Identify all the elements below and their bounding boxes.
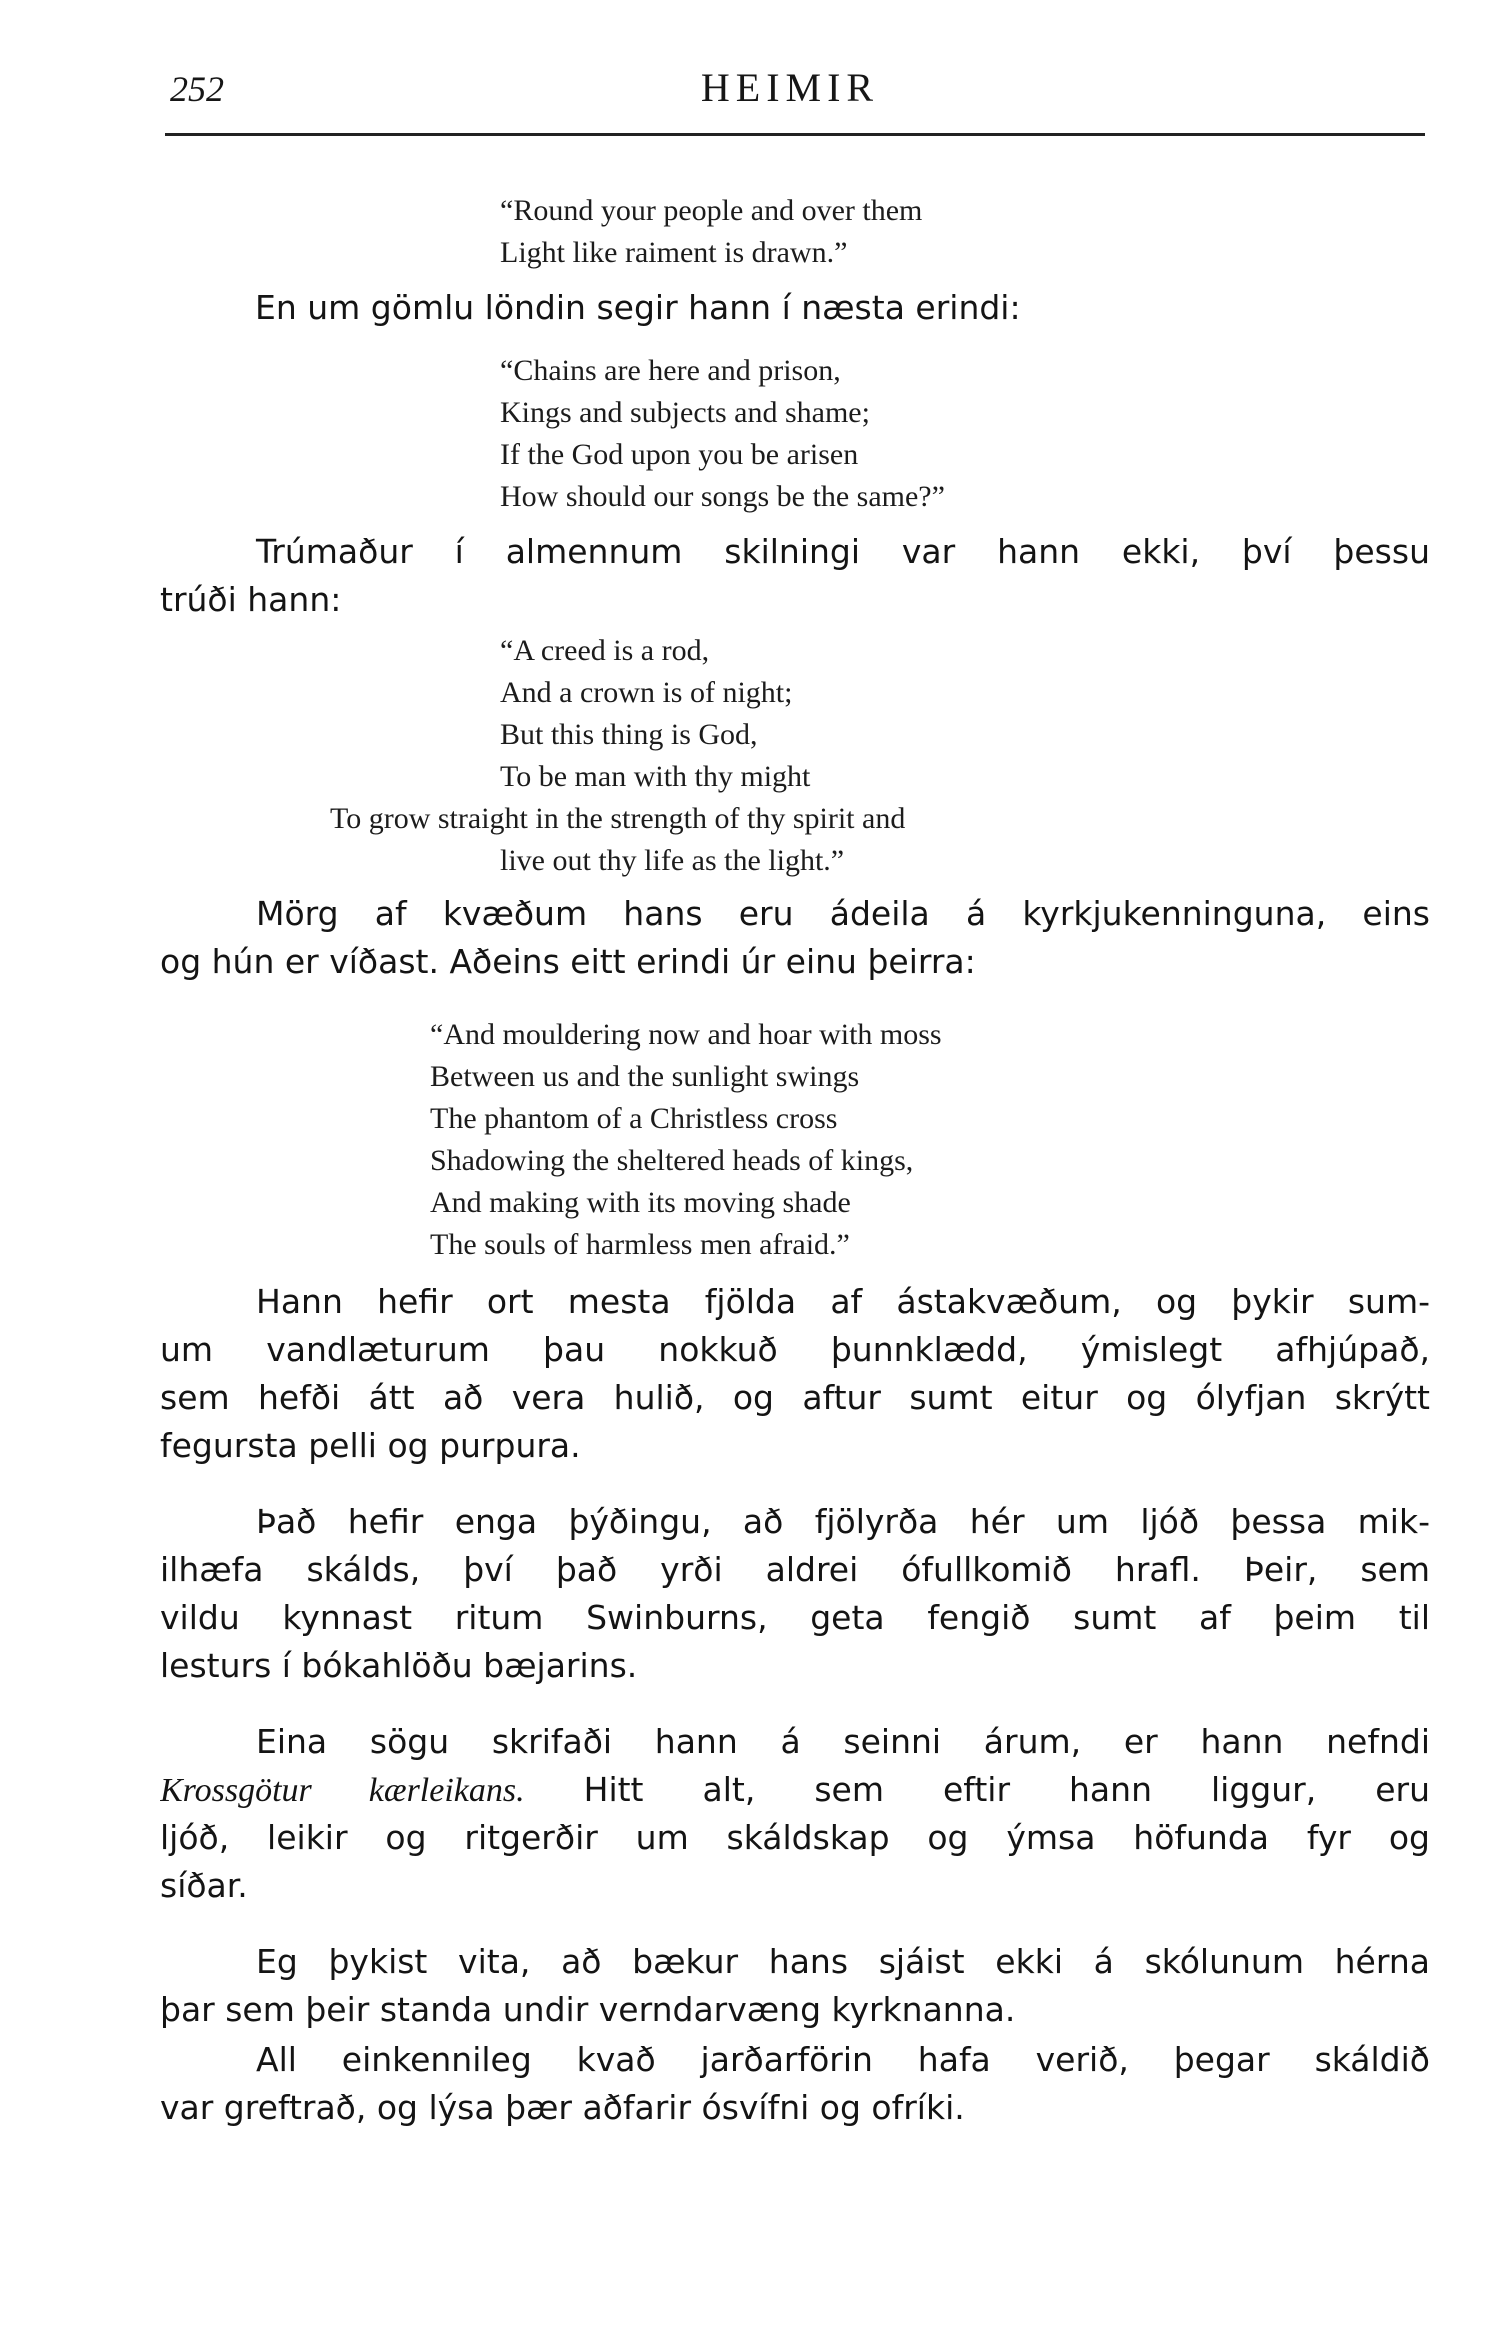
text-line: þar sem þeir standa undir verndarvæng kyrknanna. bbox=[160, 1990, 1016, 2029]
text-line bbox=[160, 1766, 1430, 1814]
text-line: Eg þykist vita, að bækur hans sjáist ekki á skólunum hérna bbox=[256, 1942, 1430, 1981]
page-number: 252 bbox=[170, 69, 224, 109]
text-line: vildu kynnast ritum Swinburns, geta fengið sumt af þeim til bbox=[160, 1598, 1430, 1637]
page-header bbox=[150, 62, 1430, 122]
book-title: Krossgötur kærleikans. bbox=[160, 1772, 525, 1809]
quote-line: “A creed is a rod, bbox=[500, 634, 710, 667]
text-line: fegursta pelli og purpura. bbox=[160, 1426, 581, 1465]
quote-line: Between us and the sunlight swings bbox=[430, 1060, 860, 1093]
text-line: Mörg af kvæðum hans eru ádeila á kyrkjukenninguna, eins bbox=[256, 894, 1430, 933]
paragraph-8 bbox=[160, 2036, 1430, 2132]
quote-4 bbox=[430, 1014, 942, 1266]
quote-3 bbox=[330, 630, 905, 882]
paragraph-2 bbox=[160, 528, 1430, 624]
text-line: En um gömlu löndin segir hann í næsta erindi: bbox=[255, 288, 1021, 327]
quote-line: live out thy life as the light.” bbox=[500, 844, 845, 877]
text-line: trúði hann: bbox=[160, 580, 342, 619]
paragraph-6 bbox=[160, 1718, 1430, 1910]
text-line: og hún er víðast. Aðeins eitt erindi úr einu þeirra: bbox=[160, 942, 976, 981]
text-line: var greftrað, og lýsa þær aðfarir ósvífni og ofríki. bbox=[160, 2088, 965, 2127]
text-line: Hann hefir ort mesta fjölda af ástakvæðum, og þykir sum- bbox=[256, 1282, 1430, 1321]
quote-line: If the God upon you be arisen bbox=[500, 438, 859, 471]
paragraph-3 bbox=[160, 890, 1430, 986]
text-run: Hitt alt, sem eftir hann liggur, eru bbox=[524, 1770, 1430, 1809]
text-line: síðar. bbox=[160, 1866, 248, 1905]
text-line: sem hefði átt að vera hulið, og aftur sumt eitur og ólyfjan skrýtt bbox=[160, 1378, 1430, 1417]
text-line: All einkennileg kvað jarðarförin hafa verið, þegar skáldið bbox=[256, 2040, 1430, 2079]
quote-line: Light like raiment is drawn.” bbox=[500, 236, 848, 269]
quote-line: Shadowing the sheltered heads of kings, bbox=[430, 1144, 914, 1177]
quote-line: “Chains are here and prison, bbox=[500, 354, 841, 387]
text-line: Eina sögu skrifaði hann á seinni árum, er hann nefndi bbox=[256, 1722, 1430, 1761]
text-line: ljóð, leikir og ritgerðir um skáldskap og ýmsa höfunda fyr og bbox=[160, 1818, 1430, 1857]
quote-line: “And mouldering now and hoar with moss bbox=[430, 1018, 942, 1051]
quote-line: “Round your people and over them bbox=[500, 194, 923, 227]
paragraph-4 bbox=[160, 1278, 1430, 1470]
quote-line: But this thing is God, bbox=[500, 718, 758, 751]
text-line: lesturs í bókahlöðu bæjarins. bbox=[160, 1646, 638, 1685]
text-line: ilhæfa skálds, því það yrði aldrei ófullkomið hrafl. Þeir, sem bbox=[160, 1550, 1430, 1589]
text-line: um vandlæturum þau nokkuð þunnklædd, ýmislegt afhjúpað, bbox=[160, 1330, 1430, 1369]
quote-line: And a crown is of night; bbox=[500, 676, 793, 709]
header-rule bbox=[165, 133, 1425, 136]
quote-line: Kings and subjects and shame; bbox=[500, 396, 870, 429]
running-title: HEIMIR bbox=[700, 65, 880, 110]
text-line: Það hefir enga þýðingu, að fjölyrða hér um ljóð þessa mik- bbox=[256, 1502, 1430, 1541]
quote-line: To grow straight in the strength of thy spirit and bbox=[330, 802, 906, 835]
quote-1 bbox=[500, 190, 922, 274]
quote-line: The souls of harmless men afraid.” bbox=[430, 1228, 850, 1261]
text-line: Trúmaður í almennum skilningi var hann ekki, því þessu bbox=[256, 532, 1430, 571]
quote-line: The phantom of a Christless cross bbox=[430, 1102, 838, 1135]
quote-2 bbox=[500, 350, 945, 518]
quote-line: And making with its moving shade bbox=[430, 1186, 851, 1219]
paragraph-7 bbox=[160, 1938, 1430, 2034]
quote-line: How should our songs be the same?” bbox=[500, 480, 945, 513]
paragraph-1 bbox=[255, 284, 1255, 332]
paragraph-5 bbox=[160, 1498, 1430, 1690]
quote-line: To be man with thy might bbox=[500, 760, 811, 793]
